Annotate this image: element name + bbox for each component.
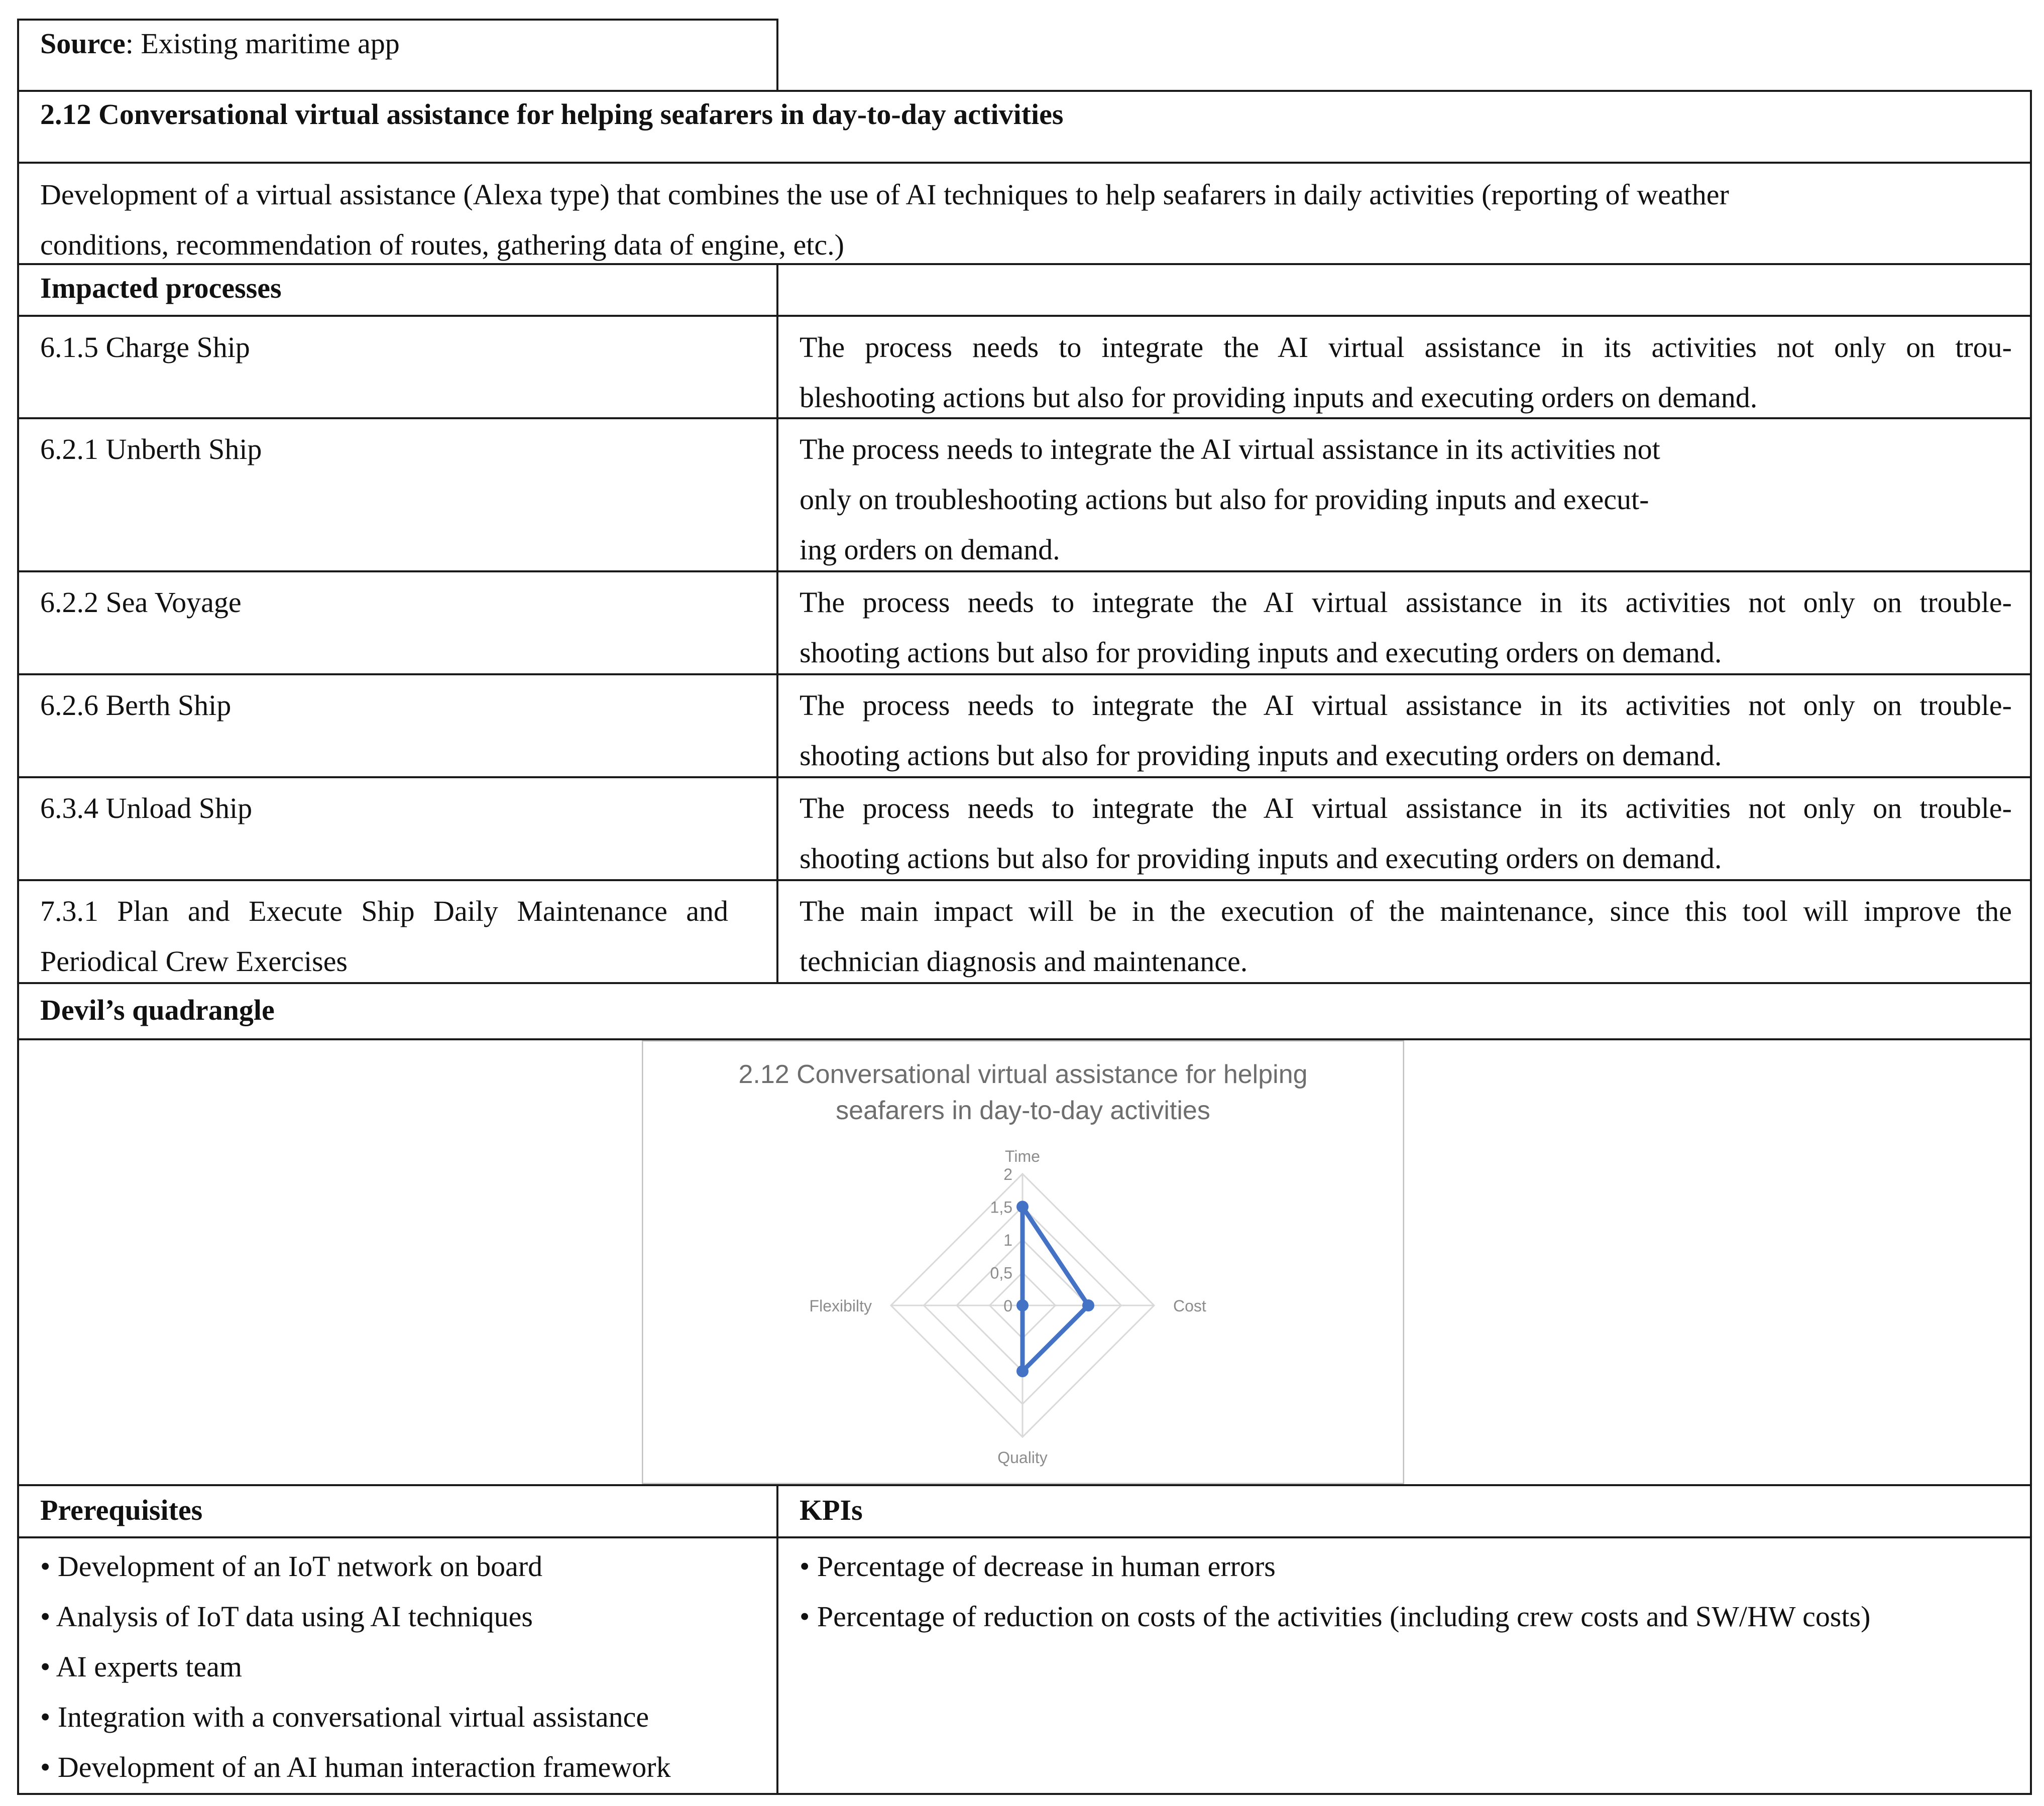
radar-tick-label: 1,5 — [990, 1198, 1012, 1217]
border — [17, 1484, 2032, 1486]
process-impact-line: bleshooting actions but also for providing inputs and executing orders on demand. — [800, 381, 1758, 414]
source-value: : Existing maritime app — [125, 27, 400, 60]
process-name: Periodical Crew Exercises — [40, 945, 348, 978]
radar-axis-label: Flexibilty — [809, 1297, 872, 1315]
process-impact-line: shooting actions but also for providing inputs and executing orders on demand. — [800, 739, 1722, 772]
prerequisites-header: Prerequisites — [40, 1494, 203, 1526]
kpi-item: • Percentage of decrease in human errors — [800, 1541, 1276, 1592]
radar-axis-label: Time — [1005, 1147, 1040, 1165]
process-impact-line: only on troubleshooting actions but also for providing inputs and execut- — [800, 483, 1649, 516]
radar-data-point — [1016, 1299, 1029, 1311]
prerequisite-item: • Analysis of IoT data using AI techniques — [40, 1592, 533, 1642]
radar-axis-label: Cost — [1173, 1297, 1206, 1315]
border — [17, 162, 2032, 164]
source-label: Source — [40, 27, 126, 60]
radar-tick-label: 1 — [1003, 1231, 1012, 1249]
border — [17, 1536, 2032, 1538]
process-impact-line: ing orders on demand. — [800, 533, 1060, 566]
border — [17, 315, 2032, 317]
radar-data-point — [1082, 1299, 1094, 1311]
process-impact-line: shooting actions but also for providing inputs and executing orders on demand. — [800, 636, 1722, 669]
process-name: 6.2.6 Berth Ship — [40, 689, 232, 721]
border — [17, 1793, 2032, 1795]
process-impact-line: The main impact will be in the execution of the maintenance, since this tool will improve the — [800, 895, 2012, 927]
border — [2030, 90, 2032, 1795]
border — [17, 19, 19, 1795]
radar-chart — [642, 1040, 1404, 1484]
description-line-1: Development of a virtual assistance (Alexa type) that combines the use of AI techniques to help seafarers in daily activities (reporting of weather — [40, 178, 1729, 211]
process-impact-line: The process needs to integrate the AI virtual assistance in its activities not only on trou- — [800, 331, 2012, 364]
process-name: 7.3.1 Plan and Execute Ship Daily Maintenance and — [40, 895, 728, 927]
process-impact-line: The process needs to integrate the AI virtual assistance in its activities not only on trouble- — [800, 689, 2012, 721]
kpi-item: • Percentage of reduction on costs of the activities (including crew costs and SW/HW costs) — [800, 1592, 1870, 1642]
radar-tick-label: 0,5 — [990, 1264, 1012, 1282]
chart-title-line-1: 2.12 Conversational virtual assistance for helping — [738, 1060, 1308, 1089]
prerequisite-item: • Integration with a conversational virtual assistance — [40, 1692, 649, 1742]
prerequisite-item: • AI experts team — [40, 1642, 242, 1692]
prerequisite-item: • Development of an AI human interaction framework — [40, 1742, 671, 1792]
process-name: 6.1.5 Charge Ship — [40, 331, 250, 364]
border — [776, 263, 778, 983]
kpis-header: KPIs — [800, 1494, 863, 1526]
radar-data-point — [1016, 1201, 1029, 1213]
impacted-processes-header: Impacted processes — [40, 272, 282, 304]
radar-data-point — [1016, 1365, 1029, 1377]
process-impact-line: shooting actions but also for providing inputs and executing orders on demand. — [800, 842, 1722, 875]
section-title: 2.12 Conversational virtual assistance for helping seafarers in day-to-day activities — [40, 98, 1064, 131]
radar-tick-label: 2 — [1003, 1165, 1012, 1183]
process-impact-line: The process needs to integrate the AI virtual assistance in its activities not — [800, 433, 1660, 465]
process-impact-line: The process needs to integrate the AI virtual assistance in its activities not only on trouble- — [800, 586, 2012, 619]
border — [776, 1484, 778, 1794]
process-impact-line: technician diagnosis and maintenance. — [800, 945, 1248, 978]
border — [776, 19, 778, 91]
radar-tick-label: 0 — [1003, 1297, 1012, 1315]
devils-quadrangle-header: Devil’s quadrangle — [40, 994, 275, 1026]
process-name: 6.2.1 Unberth Ship — [40, 433, 262, 465]
radar-axis-label: Quality — [997, 1449, 1048, 1467]
chart-title-line-2: seafarers in day-to-day activities — [836, 1096, 1210, 1125]
prerequisite-item: • Development of an IoT network on board — [40, 1541, 542, 1592]
process-name: 6.2.2 Sea Voyage — [40, 586, 242, 619]
process-name: 6.3.4 Unload Ship — [40, 792, 253, 824]
source-line — [40, 19, 400, 69]
process-impact-line: The process needs to integrate the AI virtual assistance in its activities not only on trouble- — [800, 792, 2012, 824]
description-line-2: conditions, recommendation of routes, gathering data of engine, etc.) — [40, 228, 844, 261]
